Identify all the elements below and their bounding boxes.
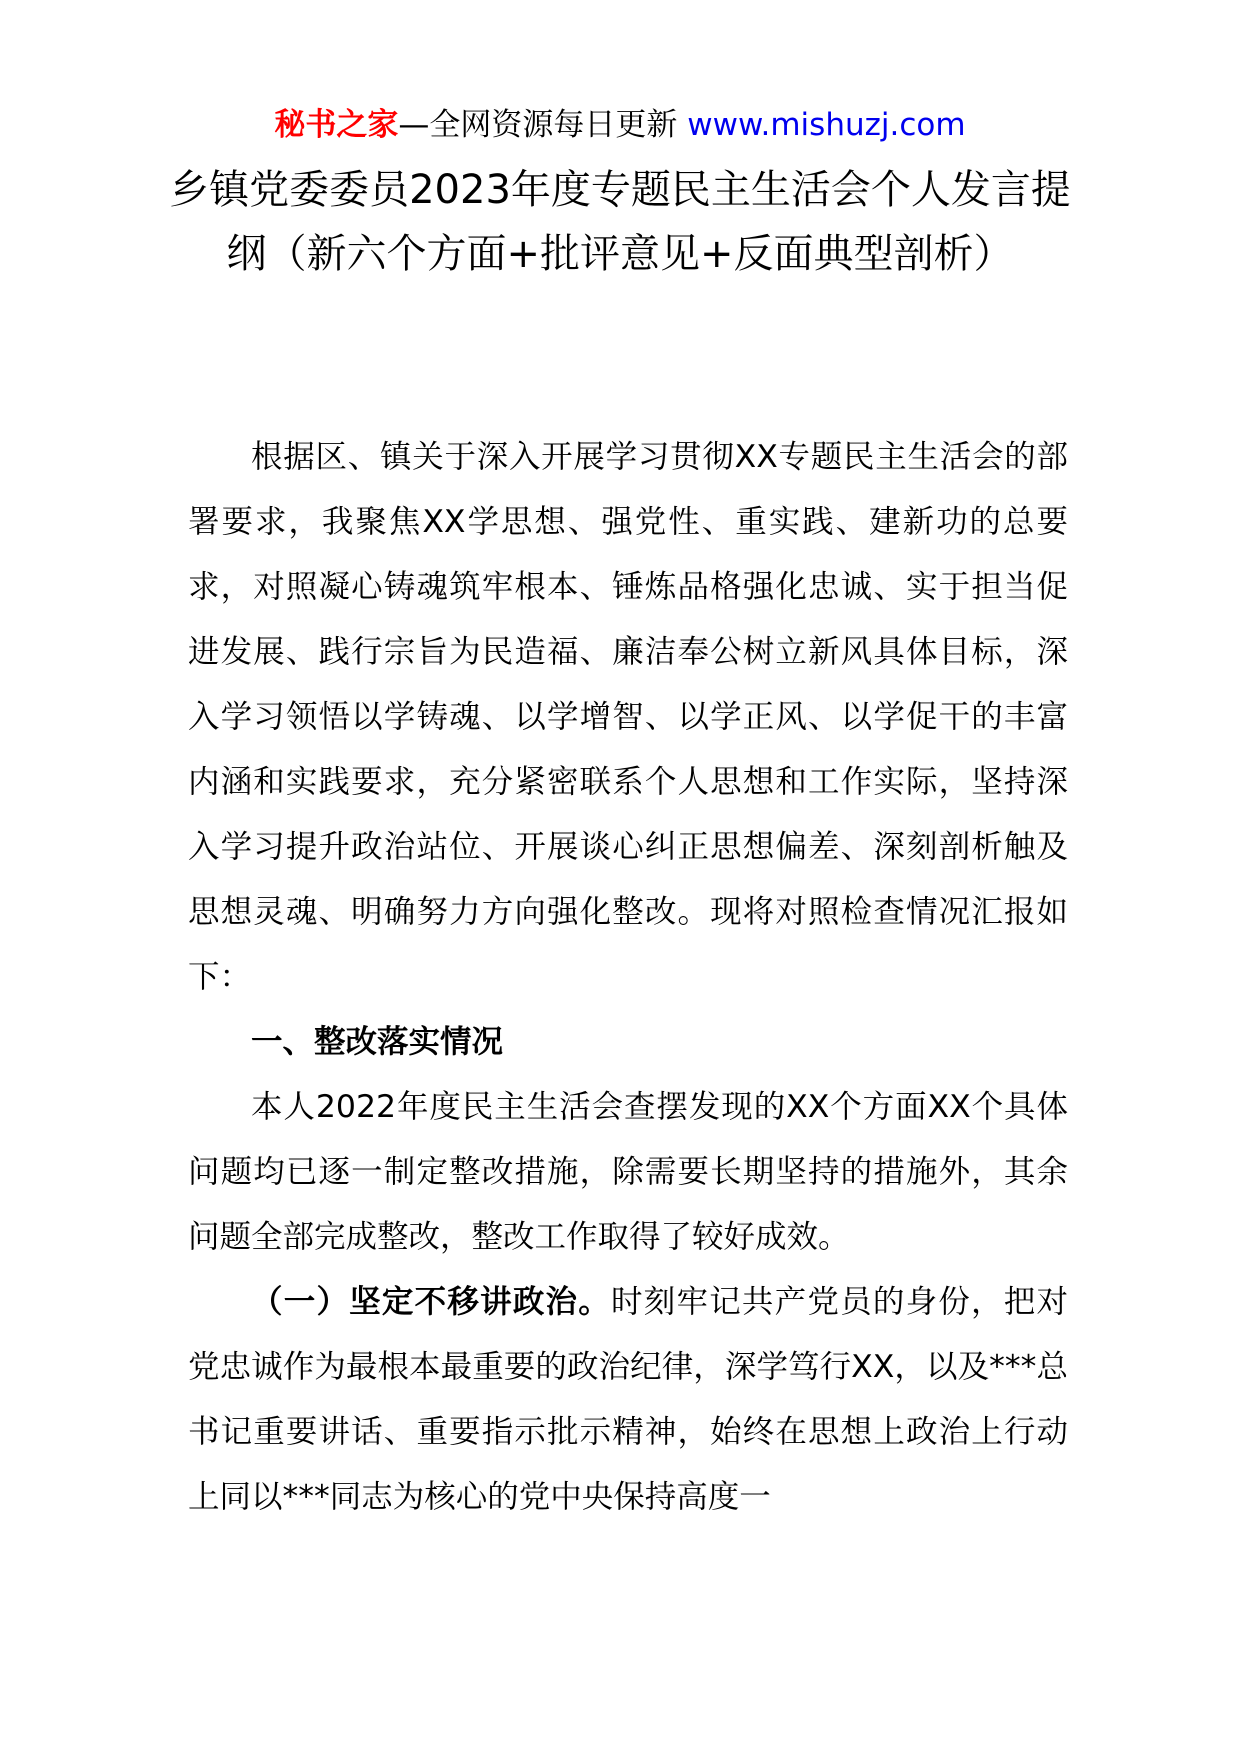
document-body	[188, 425, 1068, 1530]
banner-brand: 秘书之家	[274, 107, 399, 143]
sub-section-text: 时刻牢记共产党员的身份，把对党忠诚作为最根本最重要的政治纪律，深学笃行XX，以及***总书记重要讲话、重要指示批示精神，始终在思想上政治上行动上同以***同志为核心的党中央保持高度一	[188, 1284, 1068, 1515]
intro-paragraph: 根据区、镇关于深入开展学习贯彻XX专题民主生活会的部署要求，我聚焦XX学思想、强党性、重实践、建新功的总要求，对照凝心铸魂筑牢根本、锤炼品格强化忠诚、实于担当促进发展、践行宗旨为民造福、廉洁奉公树立新风具体目标，深入学习领悟以学铸魂、以学增智、以学正风、以学促干的丰富内涵和实践要求，充分紧密联系个人思想和工作实际，坚持深入学习提升政治站位、开展谈心纠正思想偏差、深刻剖析触及思想灵魂、明确努力方向强化整改。现将对照检查情况汇报如下：	[188, 439, 1068, 995]
document-title: 乡镇党委委员2023年度专题民主生活会个人发言提纲（新六个方面+批评意见+反面典型剖析）	[169, 167, 1071, 277]
banner-slogan: —全网资源每日更新	[398, 107, 688, 143]
sub-section-paragraph	[188, 1270, 1068, 1530]
site-banner	[0, 100, 1240, 150]
sub-section-heading: （一）坚定不移讲政治。	[251, 1284, 612, 1320]
banner-url-link[interactable]: www.mishuzj.com	[687, 107, 966, 143]
section-paragraph: 本人2022年度民主生活会查摆发现的XX个方面XX个具体问题均已逐一制定整改措施，除需要长期坚持的措施外，其余问题全部完成整改，整改工作取得了较好成效。	[188, 1089, 1068, 1255]
section-heading: 一、整改落实情况	[251, 1024, 504, 1060]
